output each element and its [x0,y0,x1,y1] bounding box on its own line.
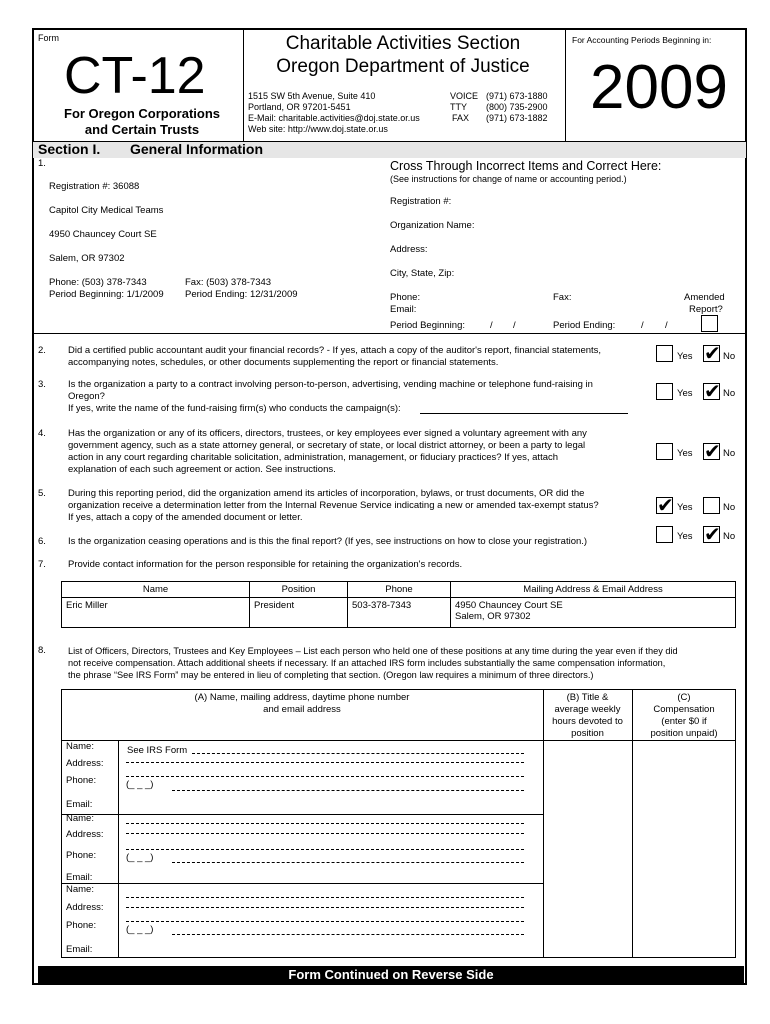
q3-yes-label: Yes [677,388,693,399]
organization-fax: Fax: (503) 378-7343 [185,277,272,288]
officer-1-address-label: Address: [66,758,104,769]
officer-2-email-label: Email: [66,872,93,883]
q3-yes-checkbox[interactable] [656,383,673,400]
period-ending: Period Ending: 12/31/2009 [185,289,298,300]
q2-no-label: No [723,351,736,362]
section-title: Section I. [38,141,101,157]
correction-email-field[interactable]: Email: [390,304,417,315]
officer-3-address-line-2[interactable] [126,921,524,922]
form-label: Form [38,33,59,43]
correction-address-field[interactable]: Address: [390,244,428,255]
form-subtitle-2: and Certain Trusts [84,122,200,137]
q4-no-checkbox[interactable] [703,443,720,460]
contact-address-cell[interactable] [451,598,736,628]
officer-2-name-line[interactable] [126,823,524,824]
q5-yes-checkbox[interactable] [656,497,673,514]
officer-1-phone-area[interactable]: (_ _ _) [126,779,154,790]
officer-1-name-label: Name: [66,741,94,752]
q4-no-label: No [723,448,736,459]
q7-number: 7. [38,559,46,570]
officer-row-1-line [61,814,543,815]
correction-note: (See instructions for change of name or accounting period.) [390,174,627,184]
q6-no-label: No [723,531,736,542]
officers-col-b-header-3: hours devoted to [552,716,623,727]
correction-registration-field[interactable]: Registration #: [390,196,452,207]
officer-3-address-line-1[interactable] [126,907,524,908]
contact-table [61,581,736,628]
officer-1-address-line-1[interactable] [126,762,524,763]
q4-text-4: explanation of each such agreement or action. See instructions. [68,464,336,475]
q4-text-1: Has the organization or any of its officers, directors, trustees, or key employees ever signed a voluntary agreement with any [68,428,587,439]
contact-header-name: Name [62,582,250,598]
q4-yes-label: Yes [677,448,693,459]
officer-2-address-label: Address: [66,829,104,840]
contact-address-line-1: 4950 Chauncey Court SE [455,600,563,611]
officer-2-address-line-1[interactable] [126,833,524,834]
officer-3-email-label: Email: [66,944,93,955]
officer-3-phone-line[interactable] [172,934,524,935]
fax-label: FAX [452,113,470,123]
q3-fundraiser-line[interactable] [420,413,628,414]
officers-col-c-header-1: (C) [677,692,691,703]
q4-text-2: government agency, such as a state attorney general, or secretary of state, or local district attorney, or been a party to legal [68,440,586,451]
q5-no-checkbox[interactable] [703,497,720,514]
officer-1-email-label: Email: [66,799,93,810]
voice-number: (971) 673-1880 [486,91,548,101]
item-1-divider [33,333,746,334]
q6-text-1: Is the organization ceasing operations and is this the final report? (If yes, see instructions on how to close your registration.) [68,536,588,547]
officer-1-phone-line[interactable] [172,790,524,791]
contact-address-line-2: Salem, OR 97302 [455,611,531,622]
officer-3-phone-label: Phone: [66,920,97,931]
correction-phone-field[interactable]: Phone: [390,292,421,303]
q8-text-2: not receive compensation. Attach additional sheets if necessary. If an attached IRS form includes substantially the same compensation information, [68,658,666,668]
contact-name-cell[interactable]: Eric Miller [62,598,250,628]
organization-phone: Phone: (503) 378-7343 [49,277,147,288]
q3-text-1: Is the organization a party to a contract involving person-to-person, advertising, vending machine or telephone fund-raising in [68,379,593,390]
amended-label-2: Report? [689,304,723,315]
officer-1-name-line[interactable] [192,753,524,754]
officer-2-address-line-2[interactable] [126,849,524,850]
agency-line-1: Charitable Activities Section [285,33,521,54]
officer-2-phone-line[interactable] [172,862,524,863]
officer-1-phone-label: Phone: [66,775,97,786]
q2-no-checkbox[interactable] [703,345,720,362]
tty-label: TTY [450,102,467,112]
amended-report-checkbox[interactable] [701,315,718,332]
slash: / [490,320,493,331]
q4-number: 4. [38,428,46,439]
officers-label-divider [118,740,119,958]
officer-2-phone-label: Phone: [66,850,97,861]
slash: / [665,320,668,331]
q4-yes-checkbox[interactable] [656,443,673,460]
q3-text-3: If yes, write the name of the fund-raising firm(s) who conducts the campaign(s): [68,403,401,414]
q8-text-3: the phrase “See IRS Form” may be entered in lieu of completing that section. (Oregon law requires a minimum of three directors.) [68,670,594,680]
officer-2-phone-area[interactable]: (_ _ _) [126,852,154,863]
voice-label: VOICE [450,91,479,101]
officers-col-c-header-2: Compensation [653,704,715,715]
correction-city-field[interactable]: City, State, Zip: [390,268,455,279]
registration-number: Registration #: 36088 [49,181,140,192]
continued-footer: Form Continued on Reverse Side [38,966,744,983]
q6-number: 6. [38,536,46,547]
organization-city: Salem, OR 97302 [49,253,125,264]
officer-row-2-line [61,883,543,884]
q2-yes-label: Yes [677,351,693,362]
period-beginning: Period Beginning: 1/1/2009 [49,289,164,300]
officers-col-c-header-4: position unpaid) [650,728,718,739]
officer-3-phone-area[interactable]: (_ _ _) [126,924,154,935]
tax-year: 2009 [590,53,728,122]
q5-text-2: organization receive a determination letter from the Internal Revenue Service indicating a new or amended tax-exempt status? [68,500,599,511]
header-divider-1 [243,28,244,141]
officer-3-name-line[interactable] [126,897,524,898]
agency-email: E-Mail: charitable.activities@doj.state.or.us [248,113,420,123]
correction-period-ending-field[interactable]: Period Ending: [553,320,616,331]
q4-text-3: action in any court regarding charitable solicitation, administration, management, or fiduciary practices? If yes, attach [68,452,559,463]
q5-number: 5. [38,488,46,499]
agency-address-2: Portland, OR 97201-5451 [248,102,351,112]
q3-text-2: Oregon? [68,391,105,402]
q6-yes-checkbox[interactable] [656,526,673,543]
correction-organization-field[interactable]: Organization Name: [390,220,475,231]
contact-header-address: Mailing Address & Email Address [451,582,736,598]
agency-website: Web site: http://www.doj.state.or.us [248,124,388,134]
q3-no-checkbox[interactable] [703,383,720,400]
correction-title: Cross Through Incorrect Items and Correct Here: [390,159,662,173]
correction-fax-field[interactable]: Fax: [553,292,572,303]
contact-header-position: Position [250,582,348,598]
q5-text-3: If yes, attach a copy of the amended document or letter. [68,512,303,523]
header-divider-2 [565,28,566,141]
q7-text-1: Provide contact information for the person responsible for retaining the organization's records. [68,559,463,570]
officers-col-b-header-2: average weekly [554,704,621,715]
officer-1-name-value[interactable]: See IRS Form [127,745,188,756]
q3-no-label: No [723,388,736,399]
organization-street: 4950 Chauncey Court SE [49,229,157,240]
q5-no-label: No [723,502,736,513]
officers-col-a-header-2: and email address [263,704,341,715]
officers-col-c-header-3: (enter $0 if [661,716,707,727]
contact-phone-cell[interactable]: 503-378-7343 [348,598,451,628]
q2-text-2: accompanying notes, schedules, or other documents supplementing the report or financial statements. [68,357,499,368]
q3-number: 3. [38,379,46,390]
officers-header-line [61,740,736,741]
contact-position-cell[interactable]: President [250,598,348,628]
amended-label-1: Amended [684,292,725,303]
contact-header-phone: Phone [348,582,451,598]
item-1-number: 1. [38,158,46,169]
q2-number: 2. [38,345,46,356]
officers-col-b-header-1: (B) Title & [566,692,609,703]
officers-col-b-header-4: position [571,728,604,739]
q6-no-checkbox[interactable] [703,526,720,543]
q5-text-1: During this reporting period, did the organization amend its articles of incorporation, bylaws, or trust documents, OR did the [68,488,585,499]
tty-number: (800) 735-2900 [486,102,548,112]
slash: / [641,320,644,331]
correction-period-beginning-field[interactable]: Period Beginning: [390,320,465,331]
officer-3-address-label: Address: [66,902,104,913]
slash: / [513,320,516,331]
agency-line-2: Oregon Department of Justice [276,56,530,77]
section-subtitle: General Information [130,141,264,157]
officer-1-address-line-2[interactable] [126,776,524,777]
form-number: CT-12 [64,47,206,105]
q2-yes-checkbox[interactable] [656,345,673,362]
agency-address-1: 1515 SW 5th Avenue, Suite 410 [248,91,376,101]
q2-text-1: Did a certified public accountant audit your financial records? - If yes, attach a copy of the auditor's report, financial statements, [68,345,602,356]
q8-number: 8. [38,645,46,656]
q8-text-1: List of Officers, Directors, Trustees and Key Employees – List each person who held one of these positions at any time during the year even if they did [68,646,678,656]
form-subtitle-1: For Oregon Corporations [64,106,220,121]
period-label: For Accounting Periods Beginning in: [572,35,712,45]
officer-3-name-label: Name: [66,884,94,895]
organization-name: Capitol City Medical Teams [49,205,164,216]
q6-yes-label: Yes [677,531,693,542]
q5-yes-label: Yes [677,502,693,513]
fax-number: (971) 673-1882 [486,113,548,123]
officers-col-a-header-1: (A) Name, mailing address, daytime phone number [194,692,410,703]
officer-2-name-label: Name: [66,813,94,824]
